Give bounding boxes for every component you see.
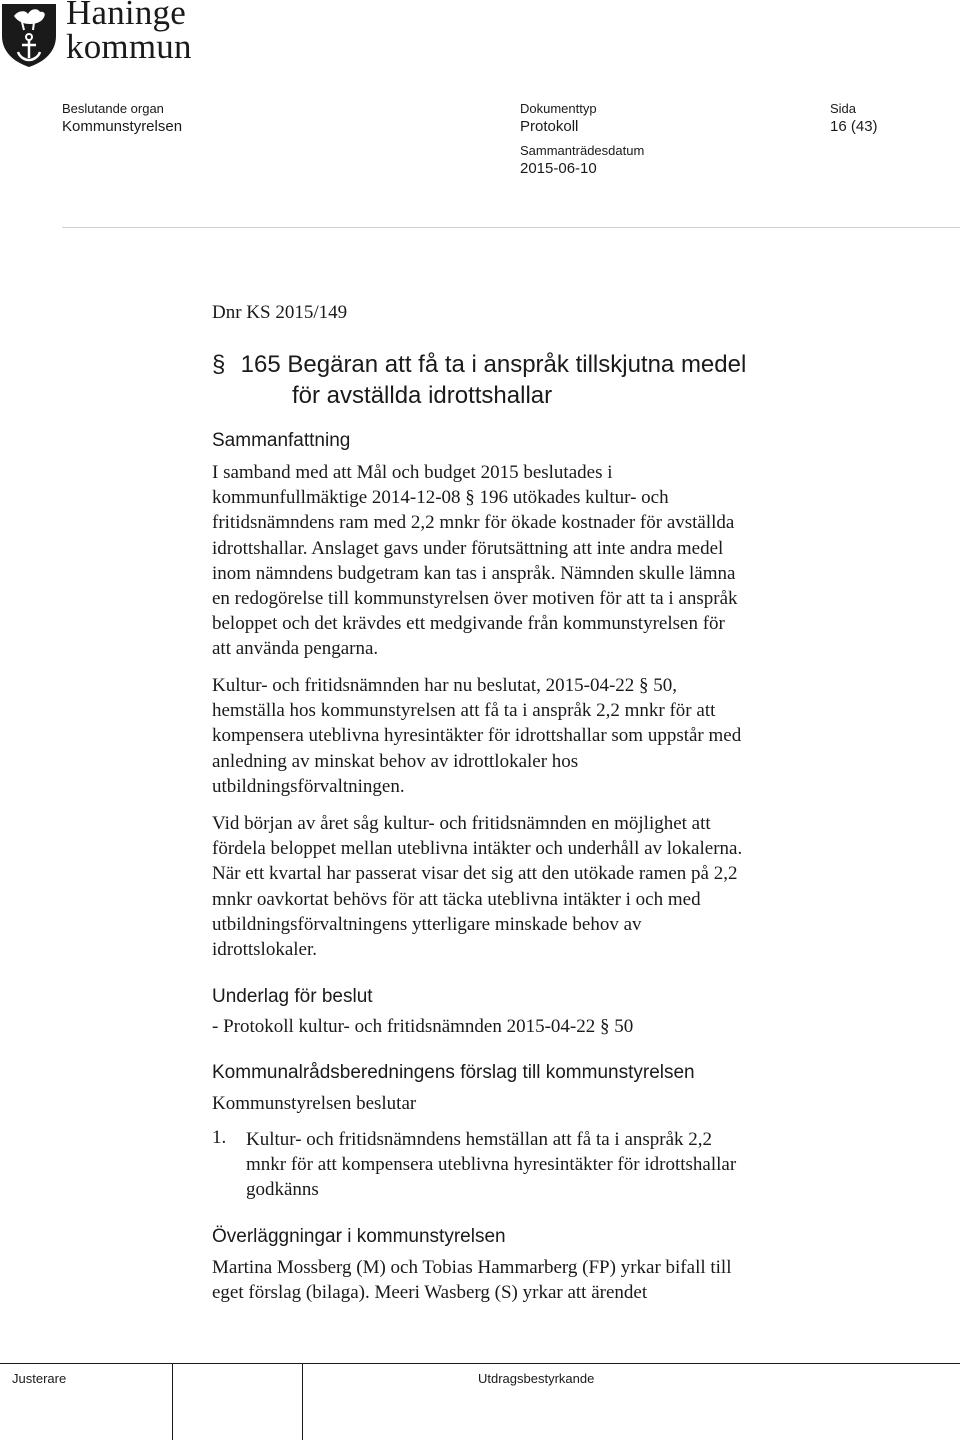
header-divider <box>62 227 960 228</box>
page-label: Sida <box>830 101 857 116</box>
text-line: inom nämndens budgetram kan tas i anspråk. Nämnden skulle lämna <box>212 562 736 584</box>
text-line: att använda pengarna. <box>212 638 379 660</box>
summary-paragraph-1 <box>212 460 837 662</box>
footer-divider <box>0 1363 960 1364</box>
doctype-label: Dokumenttyp <box>520 101 597 116</box>
logo-wordmark <box>66 0 192 64</box>
text-line: kommunfullmäktige 2014-12-08 § 196 utökades kultur- och <box>212 487 669 509</box>
heading-forslag: Kommunalrådsberedningens förslag till kommunstyrelsen <box>212 1062 695 1083</box>
doctype-value: Protokoll <box>520 118 579 135</box>
text-line: Kultur- och fritidsnämnden har nu beslutat, 2015-04-22 § 50, <box>212 675 678 696</box>
meta-doctype <box>520 101 597 137</box>
logo-line-1: Haninge <box>66 0 186 32</box>
heading-sammanfattning: Sammanfattning <box>212 430 351 451</box>
title-line-2: för avställda idrottshallar <box>292 382 553 409</box>
footer-utdragsbestyrkande: Utdragsbestyrkande <box>478 1371 595 1386</box>
underlag-item <box>212 1014 837 1039</box>
meta-date <box>520 143 644 179</box>
forslag-intro <box>212 1091 837 1116</box>
summary-paragraph-2 <box>212 673 837 799</box>
text-line: beloppet och det krävdes ett medgivande från kommunstyrelsen för <box>212 613 725 635</box>
logo-line-2: kommun <box>66 27 192 66</box>
text-line: mnkr oavkortat behövs för att täcka uteblivna intäkter i och med <box>212 888 701 910</box>
title-number: 165 <box>240 351 281 378</box>
heading-underlag: Underlag för beslut <box>212 986 373 1007</box>
date-label: Sammanträdesdatum <box>520 143 645 158</box>
text-line: godkänns <box>246 1179 319 1201</box>
text-line: Vid början av året såg kultur- och fritidsnämnden en möjlighet att <box>212 813 711 834</box>
text-line: Martina Mossberg (M) och Tobias Hammarberg (FP) yrkar bifall till <box>212 1257 732 1278</box>
meta-organ <box>62 101 182 137</box>
meta-page <box>830 101 878 137</box>
text-line: När ett kvartal har passerat visar det sig att den utökade ramen på 2,2 <box>212 863 738 885</box>
organ-value: Kommunstyrelsen <box>62 118 183 135</box>
footer-cell-divider <box>172 1364 173 1440</box>
text-line: eget förslag (bilaga). Meeri Wasberg (S) yrkar att ärendet <box>212 1282 648 1304</box>
text-line: utbildningsförvaltningens ytterligare minskade behov av <box>212 913 642 935</box>
organ-label: Beslutande organ <box>62 101 164 116</box>
date-value: 2015-06-10 <box>520 160 597 177</box>
decision-item-text <box>246 1127 846 1203</box>
text-line: I samband med att Mål och budget 2015 beslutades i <box>212 462 613 483</box>
footer-justerare: Justerare <box>12 1371 67 1386</box>
page-title <box>212 349 852 411</box>
footer-cell-divider <box>302 1364 303 1440</box>
text-line: mnkr för att kompensera uteblivna hyresintäkter för idrottshallar <box>246 1154 737 1176</box>
text-line: Kommunstyrelsen beslutar <box>212 1093 417 1114</box>
dnr-number: Dnr KS 2015/149 <box>212 302 348 323</box>
page-value: 16 (43) <box>830 118 878 135</box>
text-line: fritidsnämndens ram med 2,2 mnkr för ökade kostnader för avställda <box>212 512 735 534</box>
decision-item-number: 1. <box>212 1127 227 1148</box>
text-line: - Protokoll kultur- och fritidsnämnden 2015-04-22 § 50 <box>212 1016 634 1037</box>
text-line: idrottslokaler. <box>212 939 318 961</box>
overlaggningar-paragraph <box>212 1255 837 1305</box>
text-line: fördela beloppet mellan uteblivna intäkter och underhåll av lokalerna. <box>212 838 743 860</box>
text-line: hemställa hos kommunstyrelsen att få ta i anspråk 2,2 mnkr för att <box>212 700 716 722</box>
text-line: en redogörelse till kommunstyrelsen över motiven för att ta i anspråk <box>212 588 738 610</box>
section-sign-icon: § <box>212 351 226 378</box>
municipality-logo <box>0 0 230 72</box>
heading-overlaggningar: Överläggningar i kommunstyrelsen <box>212 1226 506 1247</box>
text-line: kompensera uteblivna hyresintäkter för idrottshallar som uppstår med <box>212 725 742 747</box>
text-line: idrottshallar. Anslaget gavs under förutsättning att inte andra medel <box>212 537 724 559</box>
summary-paragraph-3 <box>212 811 837 962</box>
coat-of-arms-icon <box>0 2 58 68</box>
text-line: anledning av minskat behov av idrottlokaler hos <box>212 750 579 772</box>
title-line-1: Begäran att få ta i anspråk tillskjutna medel <box>287 351 747 378</box>
text-line: utbildningsförvaltningen. <box>212 775 405 797</box>
text-line: Kultur- och fritidsnämndens hemställan att få ta i anspråk 2,2 <box>246 1129 713 1150</box>
